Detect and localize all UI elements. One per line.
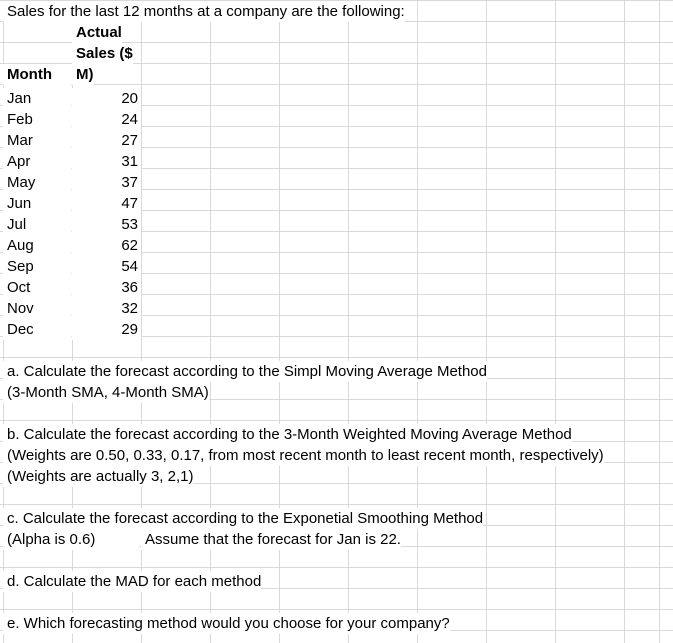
question-a-line2[interactable]: (3-Month SMA, 4-Month SMA) <box>3 382 209 403</box>
column-divider <box>555 0 556 643</box>
question-e-line1[interactable]: e. Which forecasting method would you choose for your company? <box>3 613 450 634</box>
column-divider <box>624 0 625 643</box>
sales-header-line1[interactable]: Actual <box>72 22 122 43</box>
sales-cell-nov[interactable]: 32 <box>72 298 141 319</box>
question-c-line1[interactable]: c. Calculate the forecast according to the Exponetial Smoothing Method <box>3 508 483 529</box>
sales-cell-sep[interactable]: 54 <box>72 256 141 277</box>
question-a-line1[interactable]: a. Calculate the forecast according to the Simpl Moving Average Method <box>3 361 487 382</box>
column-divider <box>486 0 487 643</box>
month-cell-oct[interactable]: Oct <box>3 277 71 298</box>
intro-text[interactable]: Sales for the last 12 months at a company are the following: <box>3 1 405 22</box>
sales-cell-aug[interactable]: 62 <box>72 235 141 256</box>
sales-cell-mar[interactable]: 27 <box>72 130 141 151</box>
month-cell-aug[interactable]: Aug <box>3 235 71 256</box>
sales-cell-apr[interactable]: 31 <box>72 151 141 172</box>
month-cell-apr[interactable]: Apr <box>3 151 71 172</box>
month-cell-nov[interactable]: Nov <box>3 298 71 319</box>
sales-cell-jun[interactable]: 47 <box>72 193 141 214</box>
column-divider <box>659 0 660 643</box>
sales-header-line3[interactable]: M) <box>72 64 94 85</box>
question-b-line1[interactable]: b. Calculate the forecast according to the 3-Month Weighted Moving Average Method <box>3 424 572 445</box>
question-b-line3[interactable]: (Weights are actually 3, 2,1) <box>3 466 193 487</box>
question-c-alpha[interactable]: (Alpha is 0.6) <box>3 529 139 550</box>
month-cell-feb[interactable]: Feb <box>3 109 71 130</box>
month-cell-dec[interactable]: Dec <box>3 319 71 340</box>
sales-cell-jul[interactable]: 53 <box>72 214 141 235</box>
month-cell-jun[interactable]: Jun <box>3 193 71 214</box>
month-cell-jul[interactable]: Jul <box>3 214 71 235</box>
sales-cell-oct[interactable]: 36 <box>72 277 141 298</box>
sales-header-line2[interactable]: Sales ($ <box>72 43 133 64</box>
month-cell-may[interactable]: May <box>3 172 71 193</box>
sales-cell-may[interactable]: 37 <box>72 172 141 193</box>
sales-cell-jan[interactable]: 20 <box>72 88 141 109</box>
month-header[interactable]: Month <box>3 64 71 85</box>
question-d-line1[interactable]: d. Calculate the MAD for each method <box>3 571 261 592</box>
month-cell-jan[interactable]: Jan <box>3 88 71 109</box>
column-divider <box>417 0 418 643</box>
month-cell-sep[interactable]: Sep <box>3 256 71 277</box>
sales-cell-dec[interactable]: 29 <box>72 319 141 340</box>
question-c-assumption[interactable]: Assume that the forecast for Jan is 22. <box>141 529 401 550</box>
month-cell-mar[interactable]: Mar <box>3 130 71 151</box>
question-b-line2[interactable]: (Weights are 0.50, 0.33, 0.17, from most recent month to least recent month, respectively) <box>3 445 604 466</box>
sales-cell-feb[interactable]: 24 <box>72 109 141 130</box>
